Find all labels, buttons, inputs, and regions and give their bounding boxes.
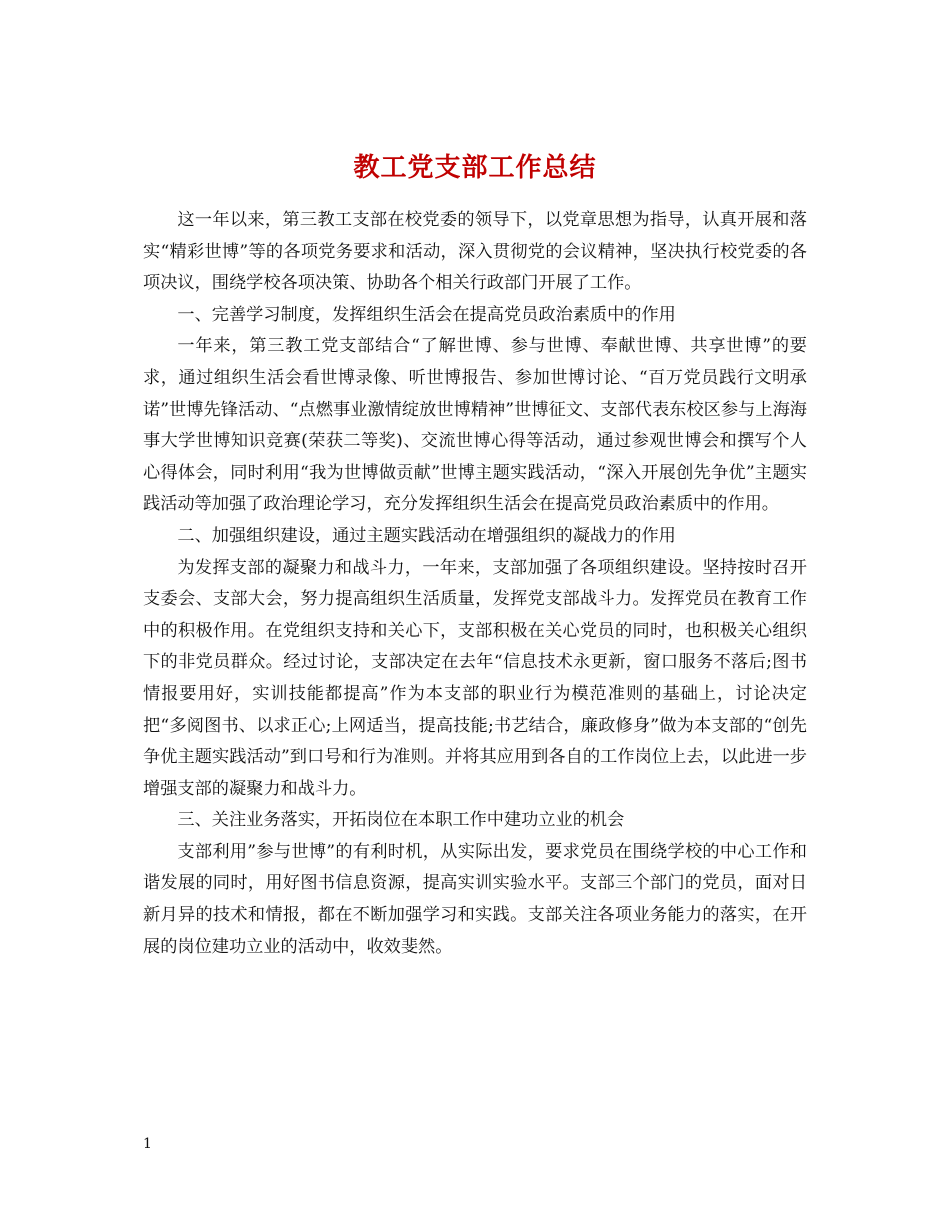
section-heading-1: 一、完善学习制度，发挥组织生活会在提高党员政治素质中的作用 <box>177 304 676 325</box>
section-paragraph-3: 支部利用”参与世博”的有利时机，从实际出发，要求党员在围绕学校的中心工作和谐发展的同时，用好图书信息资源，提高实训实验水平。支部三个部门的党员，面对日新月异的技术和情报，都在不断加强学习和实践。支部关注各项业务能力的落实，在开展的岗位建功立业的活动中，收效斐然。 <box>143 841 807 957</box>
section-paragraph-1: 一年来，第三教工党支部结合“了解世博、参与世博、奉献世博、共享世博”的要求，通过组织生活会看世博录像、听世博报告、参加世博讨论、“百万党员践行文明承诺”世博先锋活动、“点燃事业激情绽放世博精神”世博征文、支部代表东校区参与上海海事大学世博知识竞赛(荣获二等奖)、交流世博心得等活动，通过参观世博会和撰写个人心得体会，同时利用“我为世博做贡献”世博主题实践活动，“深入开展创先争优”主题实践活动等加强了政治理论学习，充分发挥组织生活会在提高党员政治素质中的作用。 <box>143 336 807 515</box>
section-paragraph-2: 为发挥支部的凝聚力和战斗力，一年来，支部加强了各项组织建设。坚持按时召开支委会、支部大会，努力提高组织生活质量，发挥党支部战斗力。发挥党员在教育工作中的积极作用。在党组织支持和关心下，支部积极在关心党员的同时，也积极关心组织下的非党员群众。经过讨论，支部决定在去年“信息技术永更新，窗口服务不落后;图书情报要用好，实训技能都提高”作为本支部的职业行为模范准则的基础上，讨论决定把“多阅图书、以求正心;上网适当，提高技能;书艺结合，廉政修身”做为本支部的“创先争优主题实践活动”到口号和行为准则。并将其应用到各自的工作岗位上去，以此进一步增强支部的凝聚力和战斗力。 <box>143 557 807 799</box>
document-title: 教工党支部工作总结 <box>353 153 597 184</box>
section-heading-3: 三、关注业务落实，开拓岗位在本职工作中建功立业的机会 <box>177 810 625 831</box>
intro-paragraph: 这一年以来，第三教工支部在校党委的领导下，以党章思想为指导，认真开展和落实“精彩世博”等的各项党务要求和活动，深入贯彻党的会议精神，坚决执行校党委的各项决议，围绕学校各项决策、协助各个相关行政部门开展了工作。 <box>143 210 807 294</box>
document-body <box>143 205 807 963</box>
page-number: 1 <box>143 1136 152 1152</box>
section-heading-2: 二、加强组织建设，通过主题实践活动在增强组织的凝战力的作用 <box>177 525 676 546</box>
